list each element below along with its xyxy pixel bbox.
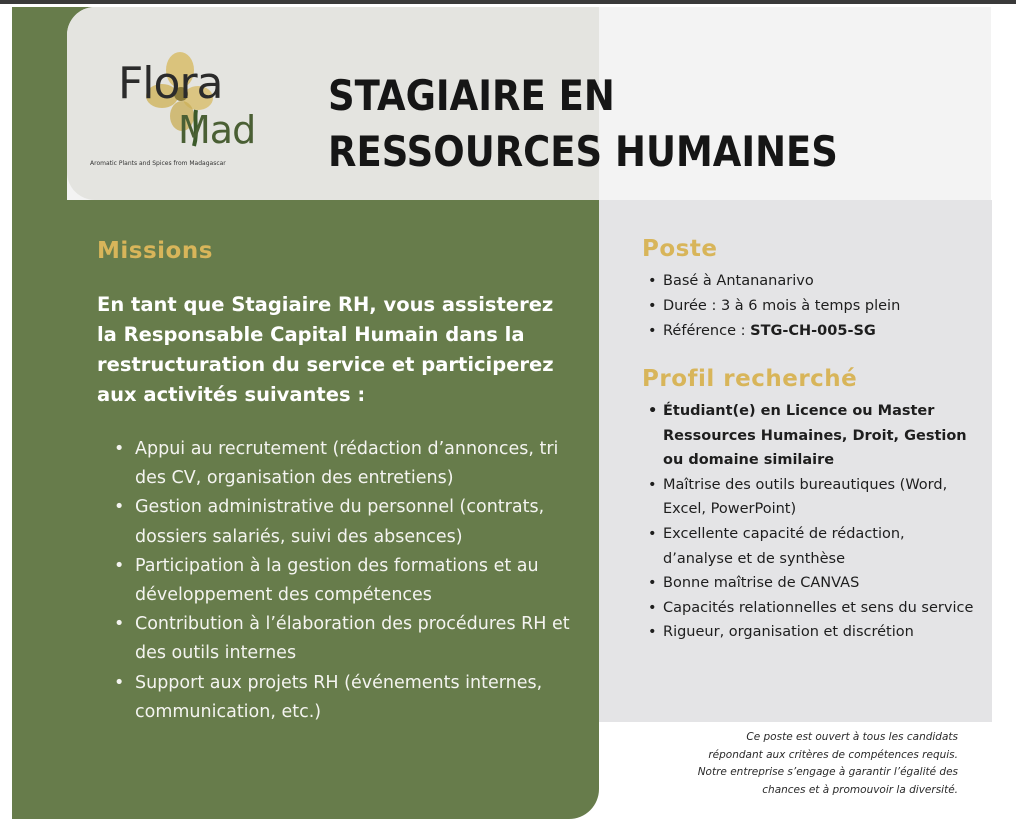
reference-value: STG-CH-005-SG <box>750 323 876 339</box>
title-line-2: RESSOURCES HUMAINES <box>328 127 838 176</box>
poste-list <box>648 269 978 344</box>
list-item: • Maîtrise des outils bureautiques (Word, Excel, PowerPoint) <box>648 473 978 522</box>
page-title <box>328 68 838 180</box>
poste-reference <box>648 319 978 344</box>
list-item: • Support aux projets RH (événements internes, communication, etc.) <box>114 669 584 727</box>
profil-heading: Profil recherché <box>642 366 858 392</box>
poste-duration: • Durée : 3 à 6 mois à temps plein <box>648 294 978 319</box>
reference-label: Référence : <box>663 323 751 339</box>
list-item: • Rigueur, organisation et discrétion <box>648 620 978 645</box>
list-item: • Bonne maîtrise de CANVAS <box>648 571 978 596</box>
disclaimer-line: Ce poste est ouvert à tous les candidats <box>746 731 958 743</box>
missions-list <box>114 435 584 727</box>
list-item: • Gestion administrative du personnel (contrats, dossiers salariés, suivi des absences) <box>114 493 584 551</box>
list-item: • Excellente capacité de rédaction, d’analyse et de synthèse <box>648 522 978 571</box>
logo-tagline: Aromatic Plants and Spices from Madagascar <box>90 160 226 167</box>
top-border <box>0 0 1016 4</box>
list-item: • Capacités relationnelles et sens du service <box>648 596 978 621</box>
poste-heading: Poste <box>642 236 718 262</box>
diversity-disclaimer <box>640 729 958 799</box>
title-line-1: STAGIAIRE EN <box>328 71 615 120</box>
list-item: • Étudiant(e) en Licence ou Master Ressources Humaines, Droit, Gestion ou domaine similaire <box>648 399 978 473</box>
disclaimer-line: Notre entreprise s’engage à garantir l’égalité des <box>697 766 958 778</box>
floramad-logo <box>88 48 288 178</box>
missions-heading: Missions <box>97 238 213 264</box>
disclaimer-line: chances et à promouvoir la diversité. <box>762 783 958 796</box>
poste-location: • Basé à Antananarivo <box>648 269 978 294</box>
disclaimer-line: répondant aux critères de compétences requis. <box>708 748 958 761</box>
list-item: • Participation à la gestion des formations et au développement des compétences <box>114 552 584 610</box>
logo-text-mad: Mad <box>178 108 256 152</box>
list-item: • Appui au recrutement (rédaction d’annonces, tri des CV, organisation des entretiens) <box>114 435 584 493</box>
list-item: • Contribution à l’élaboration des procédures RH et des outils internes <box>114 610 584 668</box>
missions-intro: En tant que Stagiaire RH, vous assisterez la Responsable Capital Humain dans la restructuration du service et participerez aux activités suivantes : <box>97 293 554 406</box>
logo-text-flora: Flora <box>118 58 223 109</box>
profil-list <box>648 399 978 645</box>
